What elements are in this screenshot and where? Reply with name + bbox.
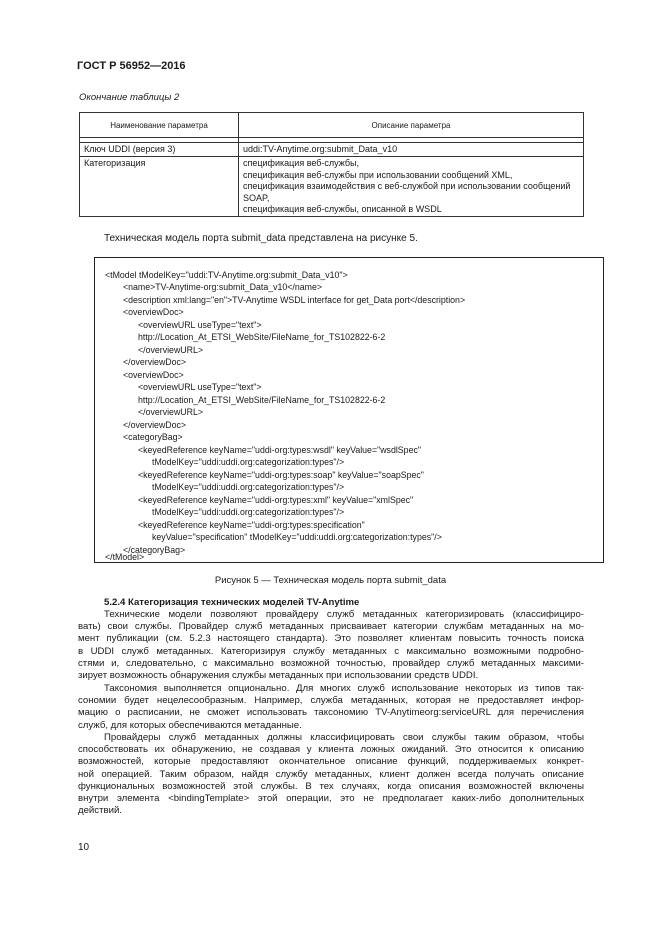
code-line: </categoryBag> xyxy=(123,544,186,555)
code-line: <overviewURL useType="text"> xyxy=(138,319,262,330)
code-line: <categoryBag> xyxy=(123,432,183,442)
paragraph-line: зирует возможность обнаружения службы метаданных при использовании средств UDDI. xyxy=(78,670,479,682)
page-number: 10 xyxy=(78,842,90,853)
paragraph-line: функциональных возможностей этой службы. В тех случаях, когда описания возможностей включены xyxy=(78,780,584,792)
row-desc-uddi-key xyxy=(239,143,584,157)
code-line: </overviewURL> xyxy=(138,344,204,355)
code-line: <keyedReference keyName="uddi-org:types:wsdl" keyValue="wsdlSpec" xyxy=(138,444,421,455)
paragraph-2 xyxy=(78,683,584,732)
code-line: keyValue="specification" tModelKey="uddi:uddi.org:categorization:types"/> xyxy=(152,532,442,542)
code-listing xyxy=(94,257,604,563)
paragraph-line: способствовать их обнаружению, не создавая у клиента ложных ожиданий. Это относится к описанию xyxy=(78,744,584,756)
code-line: <keyedReference keyName="uddi-org:types:xml" keyValue="xmlSpec" xyxy=(138,494,414,505)
paragraph-line: вать) свои службы. Провайдер служб метаданных присваивает категории службам метаданных на мо- xyxy=(78,621,584,633)
table-row xyxy=(80,157,584,217)
paragraph-line: мент публикации (см. 5.2.3 настоящего стандарта). Это позволяет клиентам повысить точность поиска xyxy=(78,633,584,645)
desc-line: спецификация веб-службы, описанной в WSDL xyxy=(243,204,442,215)
code-line: <overviewDoc> xyxy=(123,307,184,317)
parameters-table xyxy=(79,112,584,217)
paragraph-line: стями и, следовательно, с максимально возможной точностью, провайдер служб метаданных максими- xyxy=(78,657,584,669)
code-line: tModelKey="uddi:uddi.org:categorization:types"/> xyxy=(152,457,345,467)
paragraph-line: внутри элемента <bindingTemplate> этой операции, это не предполагает каких-либо дополнительных xyxy=(78,793,584,805)
paragraph-line: Технические модели позволяют провайдеру служб метаданных категоризировать (классифициро- xyxy=(104,609,584,620)
row-name-categorization: Категоризация xyxy=(80,157,239,217)
table-caption: Окончание таблицы 2 xyxy=(79,92,180,103)
desc-line: uddi:TV-Anytime.org:submit_Data_v10 xyxy=(243,144,398,154)
desc-line: спецификация взаимодействия с веб-службой при использовании сообщений xyxy=(243,181,571,192)
row-name-uddi-key: Ключ UDDI (версия 3) xyxy=(80,143,239,157)
code-line: <overviewURL useType="text"> xyxy=(138,382,262,392)
table-row xyxy=(80,143,584,157)
paragraph-line: ной операцией. Таким образом, найдя службу метаданных, клиент должен всегда получать описание xyxy=(78,768,584,780)
code-line: http://Location_At_ETSI_WebSite/FileName_for_TS102822-6-2 xyxy=(138,394,386,405)
code-line: <keyedReference keyName="uddi-org:types:soap" keyValue="soapSpec" xyxy=(138,469,424,480)
code-line: http://Location_At_ETSI_WebSite/FileName_for_TS102822-6-2 xyxy=(138,332,386,342)
paragraph-line: в UDDI служб метаданных. Категоризируя службу метаданных с максимально возможными подробно- xyxy=(78,645,584,657)
paragraph-line: Таксономия выполняется опционально. Для многих служб использование некоторых из типов так- xyxy=(104,683,584,694)
code-line: <description xml:lang="en">TV-Anytime WSDL interface for get_Data port</description> xyxy=(123,294,466,305)
desc-line: SOAP, xyxy=(243,192,270,203)
code-line: <tModel tModelKey="uddi:TV-Anytime.org:submit_Data_v10"> xyxy=(105,270,348,280)
paragraph-line: служб, для которых обеспечиваются метаданные. xyxy=(78,719,302,731)
column-header-name: Наименование параметра xyxy=(80,113,239,138)
code-line: </overviewDoc> xyxy=(123,357,187,367)
desc-line: спецификация веб-службы при использовании сообщений XML, xyxy=(243,169,513,180)
code-line: <overviewDoc> xyxy=(123,369,184,380)
section-title: 5.2.4 Категоризация технических моделей TV-Anytime xyxy=(104,597,360,608)
paragraph-line: возможностей, которые предоставляют окончательное описание функций, поддерживаемых конкрет- xyxy=(78,756,584,768)
paragraph-1 xyxy=(78,609,584,682)
paragraph-line: действий. xyxy=(78,805,122,817)
code-line: <name>TV-Anytime-org:submit_Data_v10</name> xyxy=(123,282,323,292)
paragraph-line: Провайдеры служб метаданных должны классифицировать свои службы таким образом, чтобы xyxy=(104,732,584,743)
code-line: </overviewDoc> xyxy=(123,419,187,430)
table-header-row xyxy=(80,113,584,138)
code-line: </overviewURL> xyxy=(138,407,204,417)
code-line: tModelKey="uddi:uddi.org:categorization:types"/> xyxy=(152,507,345,517)
paragraph-line: мацию о расписании, не сможет использовать таксономию TV-Anytimeorg:serviceURL для перечисления xyxy=(78,707,584,719)
paragraph-3 xyxy=(78,732,584,817)
standard-number: ГОСТ Р 56952—2016 xyxy=(77,60,186,72)
row-desc-categorization xyxy=(239,157,584,217)
paragraph-line: сономии будет нецелесообразным. Например, служба метаданных, которая не предоставляет инфор- xyxy=(78,695,584,707)
figure-caption: Рисунок 5 — Техническая модель порта submit_data xyxy=(214,575,447,586)
code-line: tModelKey="uddi:uddi.org:categorization:types"/> xyxy=(152,482,345,492)
intro-text: Техническая модель порта submit_data представлена на рисунке 5. xyxy=(104,233,418,244)
code-line: </tModel> xyxy=(105,552,145,562)
column-header-description: Описание параметра xyxy=(239,113,584,138)
desc-line: спецификация веб-службы, xyxy=(243,158,360,169)
code-line: <keyedReference keyName="uddi-org:types:specification" xyxy=(138,519,365,530)
